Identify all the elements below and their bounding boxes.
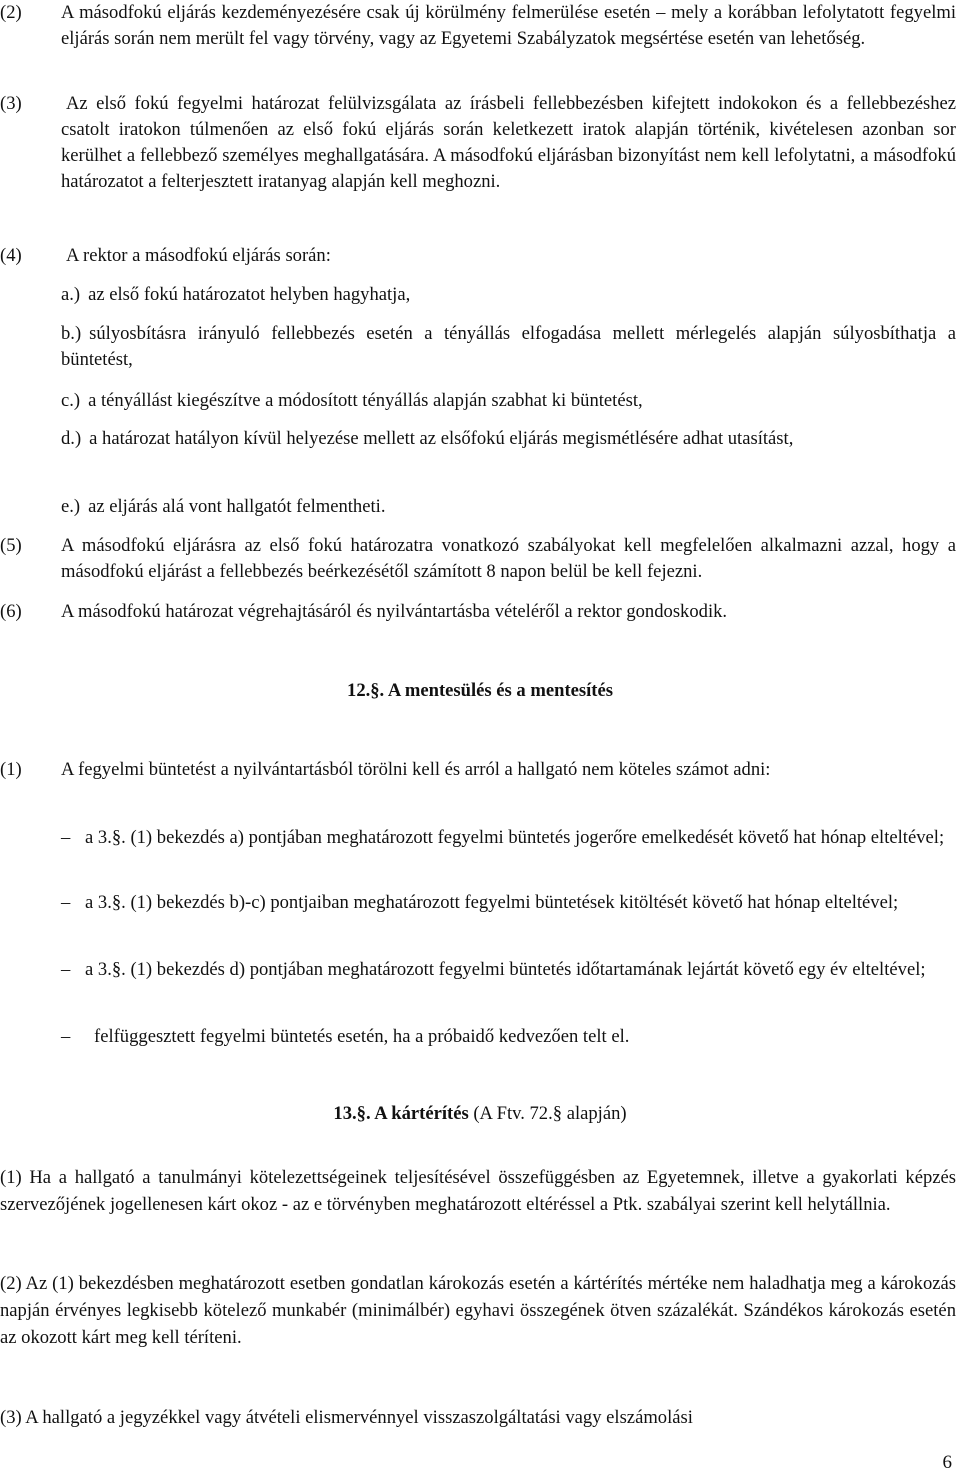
page-number: 6: [942, 1452, 952, 1473]
section-13-paragraph-3: (3) A hallgató a jegyzékkel vagy átvételi elismervénnyel visszaszolgáltatási vagy elszámolási: [0, 1407, 693, 1428]
list-item-e: [61, 494, 956, 520]
dash-bullet: –: [61, 892, 71, 913]
dash-bullet: –: [61, 827, 71, 848]
paragraph-text: A másodfokú eljárás kezdeményezésére csak új körülmény felmerülése esetén – mely a korábban lefolytatott fegyelmi eljárás során nem merült fel vagy törvény, vagy az Egyetemi Szabályzatok megsértése esetén van lehetőség.: [61, 2, 956, 49]
section-heading-bold: 13.§. A kártérítés: [333, 1103, 469, 1124]
dash-item-text: a 3.§. (1) bekezdés a) pontjában meghatározott fegyelmi büntetés jogerőre emelkedését követő hat hónap elteltével;: [85, 827, 945, 848]
section-heading-text: 12.§. A mentesülés és a mentesítés: [347, 680, 613, 701]
list-item-text: az első fokú határozatot helyben hagyhatja,: [88, 284, 411, 305]
list-item-text: az eljárás alá vont hallgatót felmentheti.: [88, 496, 386, 517]
dash-item-text: a 3.§. (1) bekezdés b)-c) pontjaiban meghatározott fegyelmi büntetések kitöltését követő hat hónap elteltével;: [85, 892, 899, 913]
paragraph-number: (5): [0, 535, 22, 556]
section-13-paragraph-1: (1) Ha a hallgató a tanulmányi kötelezettségeinek teljesítésével összefüggésben az Egyetemnek, illetve a gyakorlati képzés szervezőjének jogellenesen kárt okoz - az e törvényben meghatározott eltéréssel a Ptk. szabályai szerint kell helytállnia.: [0, 1167, 956, 1215]
list-item-b: [61, 321, 956, 373]
list-item-d: [61, 426, 956, 452]
paragraph-number: (2): [0, 2, 22, 23]
dash-item-text: a 3.§. (1) bekezdés d) pontjában meghatározott fegyelmi büntetés időtartamának lejártát követő egy év elteltével;: [85, 959, 926, 980]
dash-bullet: –: [61, 959, 71, 980]
list-item-text: a tényállást kiegészítve a módosított tényállás alapján szabhat ki büntetést,: [88, 390, 643, 411]
paragraph-text: Az első fokú fegyelmi határozat felülvizsgálata az írásbeli fellebbezésben kifejtett indokokon és a fellebbezéshez csatolt iratokon túlmenően az első fokú eljárás során keletkezett iratok alapján történik, kivételesen azonban sor kerülhet a fellebbező személyes meghallgatására. A másodfokú eljárásban bizonyítást nem kell lefolytatni, a másodfokú határozatot a felterjesztett iratanyag alapján kell meghozni.: [61, 93, 956, 192]
dash-bullet: –: [61, 1026, 71, 1047]
list-item-label: a.): [61, 284, 81, 305]
list-item-text: súlyosbításra irányuló fellebbezés esetén a tényállás elfogadása mellett mérlegelés alapján súlyosbíthatja a büntetést,: [61, 323, 956, 370]
section-heading-12: [0, 678, 960, 704]
section-heading-13: [0, 1101, 960, 1127]
paragraph-number: (3): [0, 93, 22, 114]
list-item-label: e.): [61, 496, 81, 517]
paragraph-text: A fegyelmi büntetést a nyilvántartásból törölni kell és arról a hallgató nem köteles számot adni:: [61, 759, 771, 780]
paragraph-number: (1): [0, 759, 22, 780]
list-item-label: c.): [61, 390, 81, 411]
paragraph-text: A másodfokú határozat végrehajtásáról és nyilvántartásba vételéről a rektor gondoskodik.: [61, 601, 728, 622]
list-item-label: b.): [61, 323, 82, 344]
list-item-label: d.): [61, 428, 82, 449]
list-item-c: [61, 388, 956, 414]
paragraph-number: (6): [0, 601, 22, 622]
section-13-paragraph-2: (2) Az (1) bekezdésben meghatározott esetben gondatlan károkozás esetén a kártérítés mértéke nem haladhatja meg a károkozás napján érvényes legkisebb kötelező munkabér (minimálbér) egyhavi összegének ötven százalékát. Szándékos károkozás esetén az okozott kárt meg kell téríteni.: [0, 1273, 956, 1348]
list-item-text: a határozat hatályon kívül helyezése mellett az elsőfokú eljárás megismétlésére adhat utasítást,: [89, 428, 794, 449]
paragraph-text: A másodfokú eljárásra az első fokú határozatra vonatkozó szabályokat kell megfelelően alkalmazni azzal, hogy a másodfokú eljárást a fellebbezés beérkezésétől számított 8 napon belül be kell fejezni.: [61, 535, 956, 582]
section-heading-reference: (A Ftv. 72.§ alapján): [468, 1103, 627, 1124]
list-item-a: [61, 282, 956, 308]
dash-item-text: felfüggesztett fegyelmi büntetés esetén, ha a próbaidő kedvezően telt el.: [94, 1026, 630, 1047]
paragraph-number: (4): [0, 245, 22, 266]
paragraph-text: A rektor a másodfokú eljárás során:: [66, 245, 331, 266]
